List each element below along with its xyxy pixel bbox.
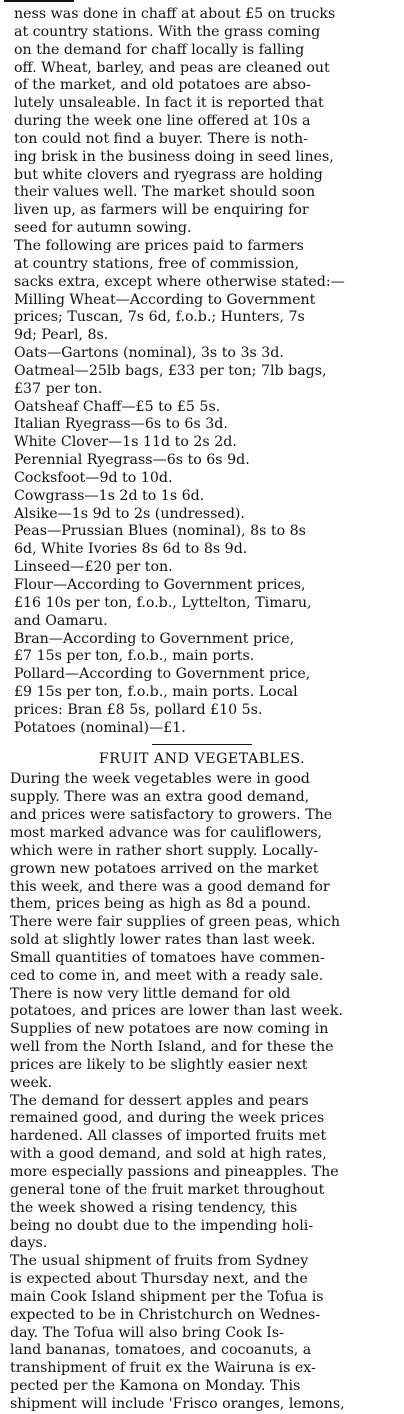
text-line: lutely unsaleable. In fact it is reported that	[14, 95, 324, 112]
text-line: The following are prices paid to farmers	[14, 237, 304, 254]
text-line: more especially passions and pineapples. The	[10, 1164, 339, 1180]
text-line: Bran—According to Government price,	[14, 630, 295, 647]
text-line: potatoes, and prices are lower than last week.	[10, 1003, 343, 1020]
text-line: seed for autumn sowing.	[14, 220, 192, 237]
text-line: Cocksfoot—9d to 10d.	[14, 469, 173, 486]
text-line: ton could not find a buyer. There is noth-	[14, 130, 308, 147]
text-line: £37 per ton.	[14, 380, 103, 397]
market-report-section	[10, 6, 394, 738]
text-line: Cowgrass—1s 2d to 1s 6d.	[14, 487, 205, 504]
text-line: being no doubt due to the impending holi-	[10, 1217, 314, 1234]
text-line: them, prices being as high as 8d a pound.	[10, 896, 311, 913]
text-line: and Oamaru.	[14, 612, 108, 629]
text-line: ing brisk in the business doing in seed lines,	[14, 148, 334, 165]
text-line: most marked advance was for cauliflowers,	[10, 824, 322, 841]
text-line: supply. There was an extra good demand,	[10, 789, 310, 806]
text-line: Supplies of new potatoes are now coming in	[10, 1021, 329, 1038]
text-line: Flour—According to Government prices,	[14, 577, 306, 593]
text-line: general tone of the fruit market throughout	[10, 1181, 325, 1198]
text-line: at country stations, free of commission,	[14, 255, 299, 272]
text-line: transhipment of fruit ex the Wairuna is ex-	[10, 1360, 316, 1377]
text-line: days.	[10, 1235, 48, 1252]
text-line: During the week vegetables were in good	[10, 771, 310, 788]
text-line: Pollard—According to Government price,	[14, 666, 311, 683]
text-line: but white clovers and ryegrass are holding	[14, 166, 323, 183]
text-line: land bananas, tomatoes, and cocoanuts, a	[10, 1342, 312, 1359]
text-line: White Clover—1s 11d to 2s 2d.	[14, 434, 237, 451]
text-line: There is now very little demand for old	[10, 985, 291, 1002]
text-line: which were in rather short supply. Locally-	[10, 842, 319, 859]
text-line: The demand for dessert apples and pears	[10, 1092, 309, 1109]
text-line: prices; Tuscan, 7s 6d, f.o.b.; Hunters, 7s	[14, 309, 305, 326]
text-line: Alsike—1s 9d to 2s (undressed).	[14, 505, 245, 522]
text-line: Peas—Prussian Blues (nominal), 8s to 8s	[14, 523, 306, 540]
text-line: and prices were satisfactory to growers. The	[10, 807, 333, 824]
text-line: £9 15s per ton, f.o.b., main ports. Local	[14, 684, 298, 701]
text-line: The usual shipment of fruits from Sydney	[10, 1253, 309, 1270]
text-line: Oatsheaf Chaff—£5 to £5 5s.	[14, 398, 221, 415]
text-line: Milling Wheat—According to Government	[14, 291, 316, 308]
section-heading: FRUIT AND VEGETABLES.	[98, 750, 306, 767]
text-line: £7 15s per ton, f.o.b., main ports.	[14, 648, 255, 665]
text-line: day. The Tofua will also bring Cook Is-	[10, 1324, 284, 1341]
text-line: is expected about Thursday next, and the	[10, 1271, 308, 1288]
text-line: Oats—Gartons (nominal), 3s to 3s 3d.	[14, 345, 284, 362]
column-top-rule	[4, 0, 74, 2]
text-line: with a good demand, and sold at high rates,	[10, 1146, 327, 1163]
text-line: at country stations. With the grass coming	[14, 23, 321, 40]
text-line: their values well. The market should soon	[14, 184, 316, 201]
text-line: prices: Bran £8 5s, pollard £10 5s.	[14, 701, 263, 718]
text-line: £16 10s per ton, f.o.b., Lyttelton, Timaru,	[14, 594, 312, 611]
text-line: the week showed a rising tendency, this	[10, 1199, 298, 1216]
text-line: sacks extra, except where otherwise stated:—	[14, 273, 345, 290]
text-line: of the market, and old potatoes are abso-	[14, 77, 311, 94]
text-line: main Cook Island shipment per the Tofua is	[10, 1288, 324, 1305]
text-line: There were fair supplies of green peas, which	[10, 914, 341, 931]
text-line: Perennial Ryegrass—6s to 6s 9d.	[14, 452, 250, 469]
text-line: 6d, White Ivories 8s 6d to 8s 9d.	[14, 541, 248, 558]
text-line: Small quantities of tomatoes have commen-	[10, 949, 325, 966]
text-line: this week, and there was a good demand for	[10, 878, 330, 895]
text-line: hardened. All classes of imported fruits met	[10, 1128, 327, 1145]
text-line: remained good, and during the week prices	[10, 1110, 325, 1127]
text-line: expected to be in Christchurch on Wednes-	[10, 1306, 321, 1323]
text-line: 9d; Pearl, 8s.	[14, 327, 109, 344]
text-line: during the week one line offered at 10s a	[14, 113, 311, 130]
text-line: off. Wheat, barley, and peas are cleaned out	[14, 59, 330, 76]
fruit-vegetables-section	[10, 771, 394, 1413]
text-line: well from the North Island, and for these the	[10, 1039, 334, 1056]
text-line: ness was done in chaff at about £5 on trucks	[14, 6, 336, 22]
text-line: liven up, as farmers will be enquiring for	[14, 202, 309, 219]
text-line: Potatoes (nominal)—£1.	[14, 719, 186, 736]
text-line: grown new potatoes arrived on the market	[10, 860, 319, 877]
text-line: shipment will include 'Frisco oranges, lemons,	[10, 1395, 345, 1412]
text-line: on the demand for chaff locally is falling	[14, 41, 305, 58]
text-line: Oatmeal—25lb bags, £33 per ton; 7lb bags,	[14, 362, 327, 379]
text-line: sold at slightly lower rates than last week.	[10, 932, 316, 949]
text-line: Italian Ryegrass—6s to 6s 3d.	[14, 416, 228, 433]
text-line: prices are likely to be slightly easier next	[10, 1056, 308, 1073]
text-line: week.	[10, 1074, 53, 1091]
text-line: ced to come in, and meet with a ready sale.	[10, 967, 324, 984]
section-divider	[152, 744, 252, 745]
text-line: Linseed—£20 per ton.	[14, 559, 173, 576]
text-line: pected per the Kamona on Monday. This	[10, 1378, 301, 1395]
